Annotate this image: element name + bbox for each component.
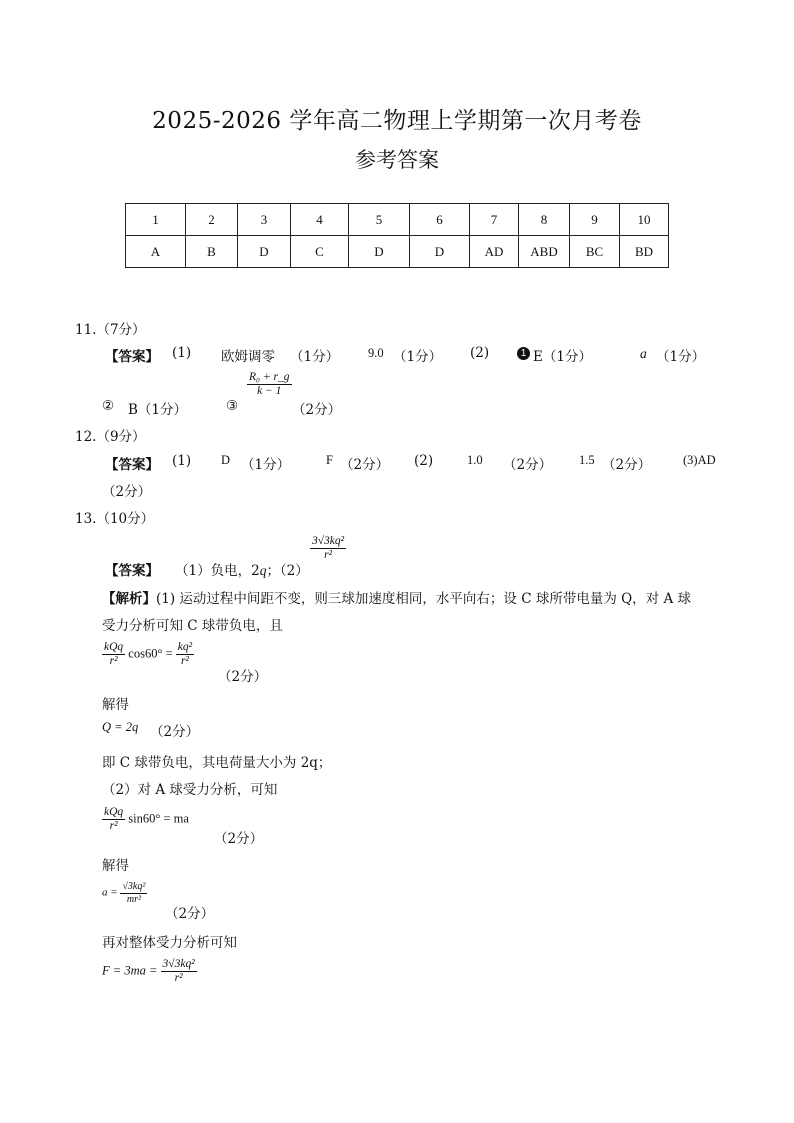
q13-equation-2: Q = 2q (102, 720, 139, 734)
fraction-denominator: r² (109, 820, 118, 833)
q12-part1-label: (1) (172, 453, 192, 469)
table-cell-number: 2 (186, 204, 238, 236)
fraction-denominator: r² (180, 655, 189, 668)
q13-score: （2分） (218, 669, 268, 685)
table-cell-number: 3 (238, 204, 291, 236)
table-cell-answer: C (291, 236, 349, 268)
fraction (247, 371, 292, 398)
fraction-numerator: 3√3kq² (310, 535, 346, 549)
q13-heading: 13.（10分） (75, 511, 155, 527)
q11-score: （1分） (393, 349, 443, 365)
q11-circled-2: ② (102, 398, 115, 414)
q12-score: （1分） (241, 457, 291, 473)
q13-analysis-line (102, 587, 691, 607)
answer-table (125, 203, 669, 268)
page-subtitle: 参考答案 (355, 148, 439, 172)
q13-analysis-text: (1) 运动过程中间距不变，则三球加速度相同，水平向右；设 C 球所带电量为 Q，对 A 球 (156, 591, 692, 607)
fraction-numerator: R₀ + r_g (247, 371, 292, 385)
table-cell-answer: A (126, 236, 186, 268)
table-cell-number: 5 (349, 204, 410, 236)
equation-text: cos60° = (128, 646, 173, 661)
q13-analysis-text: 受力分析可知 C 球带负电，且 (102, 618, 283, 634)
q13-text-line: 即 C 球带负电，其电荷量大小为 2q； (102, 755, 332, 771)
equation-text: a = (102, 886, 118, 899)
q11-answer-tag: 【答案】 (105, 349, 159, 365)
equation-text: sin60° = ma (128, 811, 189, 826)
q11-answer-text: 9.0 (368, 346, 384, 360)
q13-equation-5 (102, 958, 197, 985)
q12-score: （2分） (602, 457, 652, 473)
table-cell-number: 7 (470, 204, 519, 236)
fraction-numerator: √3kq² (122, 881, 146, 892)
q11-answer-text: E（1分） (533, 349, 592, 365)
fraction (161, 958, 197, 985)
q12-part2-label: (2) (414, 453, 434, 469)
q13-answer-part1: （1）负电，2 (175, 563, 260, 579)
q12-score: （2分） (503, 457, 553, 473)
q12-answer-tag: 【答案】 (105, 457, 159, 473)
fraction (310, 535, 346, 562)
q11-score: （1分） (656, 349, 706, 365)
table-cell-number: 6 (410, 204, 470, 236)
q11-score: （2分） (292, 402, 342, 418)
q11-answer-text: 欧姆调零 (221, 349, 275, 365)
fraction-numerator: kQq (102, 641, 125, 655)
fraction-numerator: kQq (102, 806, 125, 820)
q13-score: （2分） (214, 831, 264, 847)
q13-equation-4 (102, 881, 147, 905)
fraction-numerator: 3√3kq² (161, 958, 197, 972)
q13-score: （2分） (165, 906, 215, 922)
table-cell-answer: D (410, 236, 470, 268)
q13-solve-label: 解得 (102, 697, 129, 713)
q11-formula (247, 371, 292, 398)
q12-answer-text: F (326, 453, 333, 467)
q11-answer-text: B（1分） (128, 402, 188, 418)
q11-circled-3: ③ (226, 398, 239, 414)
q13-solve-label: 解得 (102, 858, 129, 874)
fraction (102, 806, 125, 833)
fraction-denominator: r² (174, 972, 183, 985)
answer-table-number-row (126, 204, 669, 236)
q13-answer-tag: 【答案】 (105, 563, 159, 579)
q11-answer-var: a (640, 346, 647, 361)
q13-equation-1 (102, 641, 194, 668)
fraction (102, 641, 125, 668)
table-cell-answer: ABD (519, 236, 570, 268)
q13-text-line: 再对整体受力分析可知 (102, 935, 237, 951)
q12-answer-text: (3)AD (683, 453, 716, 467)
page-title: 2025-2026 学年高二物理上学期第一次月考卷 (152, 108, 642, 134)
fraction-denominator: r² (109, 655, 118, 668)
circled-number-icon: 1 (517, 347, 530, 360)
fraction (176, 641, 194, 668)
q13-answer-text (175, 559, 309, 579)
q13-answer-var: q (259, 563, 267, 578)
answer-table-answer-row (126, 236, 669, 268)
fraction-numerator: kq² (176, 641, 194, 655)
q11-score: （1分） (290, 349, 340, 365)
q12-heading: 12.（9分） (75, 429, 146, 445)
table-cell-number: 1 (126, 204, 186, 236)
q11-part1-label: (1) (172, 345, 192, 361)
q13-score: （2分） (150, 724, 200, 740)
q13-equation-3 (102, 806, 189, 833)
table-cell-number: 9 (570, 204, 620, 236)
q13-text-line: （2）对 A 球受力分析，可知 (102, 782, 278, 798)
table-cell-answer: AD (470, 236, 519, 268)
q13-answer-part2: ；（2） (266, 563, 309, 579)
table-cell-answer: D (238, 236, 291, 268)
q13-answer-formula (310, 535, 346, 562)
equation-text: F = 3ma = (102, 963, 158, 978)
table-cell-answer: B (186, 236, 238, 268)
q11-heading: 11.（7分） (75, 322, 146, 338)
q12-score: （2分） (102, 484, 152, 500)
table-cell-number: 4 (291, 204, 349, 236)
fraction-denominator: mr² (126, 893, 141, 905)
table-cell-number: 10 (620, 204, 669, 236)
table-cell-answer: BC (570, 236, 620, 268)
q12-score: （2分） (340, 457, 390, 473)
fraction-denominator: k − 1 (257, 385, 282, 398)
table-cell-answer: D (349, 236, 410, 268)
fraction-denominator: r² (324, 549, 333, 562)
q12-answer-text: D (221, 453, 231, 467)
q12-answer-text: 1.5 (579, 453, 595, 467)
fraction (120, 881, 147, 905)
q11-circled-1 (517, 345, 530, 361)
table-cell-answer: BD (620, 236, 669, 268)
q13-analysis-tag: 【解析】 (102, 591, 156, 607)
q11-part2-label: (2) (470, 345, 490, 361)
table-cell-number: 8 (519, 204, 570, 236)
q12-answer-text: 1.0 (467, 453, 483, 467)
